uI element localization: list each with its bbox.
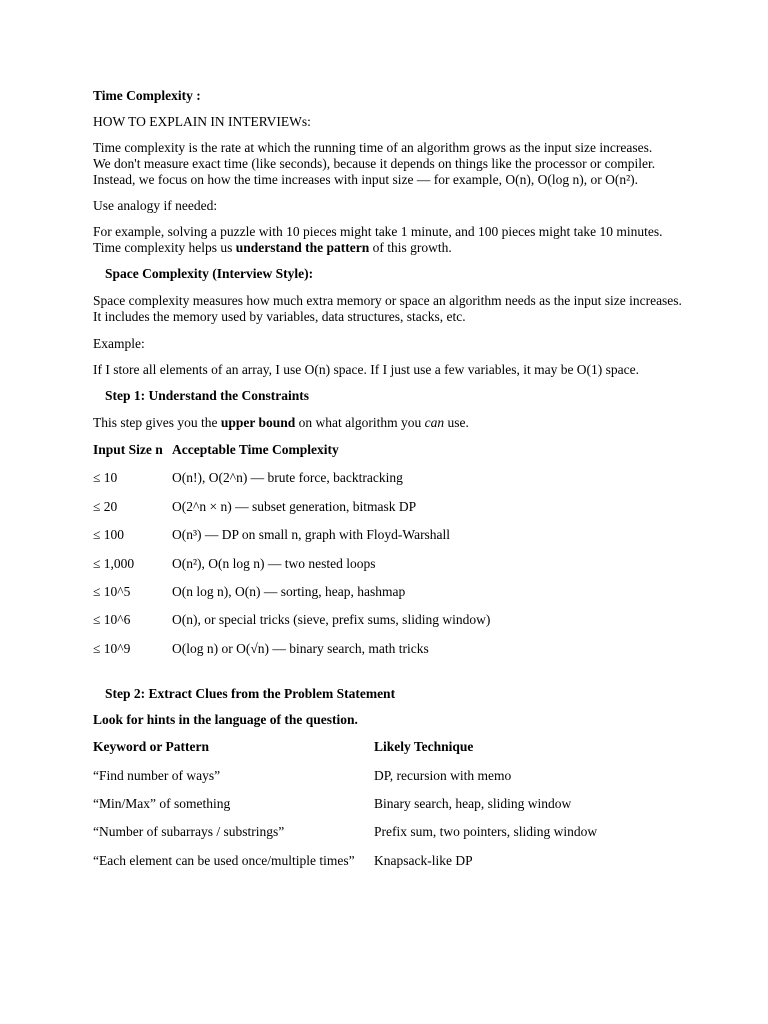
intro-text: use. [444,415,469,430]
intro-emphasis: upper bound [220,415,296,430]
table-cell: ≤ 1,000 [93,555,135,571]
step2-heading-text: Step 2: Extract Clues from the Problem Statement [105,686,396,702]
table-cell: Binary search, heap, sliding window [374,795,572,811]
time-complexity-paragraph [93,140,683,188]
page-title: Time Complexity : [93,88,201,103]
table-cell: O(log n) or O(√n) — binary search, math tricks [172,640,429,656]
table-row [93,470,490,498]
column-header-keyword: Keyword or Pattern [93,739,209,755]
clues-table [93,739,597,881]
table-cell: O(2^n × n) — subset generation, bitmask DP [172,498,417,514]
example-text: If I store all elements of an array, I use O(n) space. If I just use a few variables, it may be O(1) space. [93,362,640,377]
intro-text: This step gives you the [93,415,221,430]
table-row [93,824,597,852]
table-cell: “Number of subarrays / substrings” [93,824,285,840]
table-row [93,556,490,584]
section-subheading: HOW TO EXPLAIN IN INTERVIEWs: [93,114,311,129]
paragraph-line: We don't measure exact time (like seconds), because it depends on things like the processor or compiler. [93,156,656,171]
column-header-input-size: Input Size n [93,442,163,457]
puzzle-emphasis: understand the pattern [235,240,370,255]
paragraph-line: Space complexity measures how much extra memory or space an algorithm needs as the input size increases. [93,293,682,308]
table-header-row [93,442,490,470]
table-row [93,796,597,824]
table-cell: O(n³) — DP on small n, graph with Floyd-Warshall [172,527,451,543]
intro-text: on what algorithm you [295,415,425,430]
column-header-complexity: Acceptable Time Complexity [172,442,339,457]
puzzle-text-end: of this growth. [369,240,452,255]
paragraph-line: Instead, we focus on how the time increases with input size — for example, O(n), O(log n), or O(n²). [93,172,639,187]
table-row [93,641,490,669]
analogy-label: Use analogy if needed: [93,198,218,213]
table-row [93,853,597,881]
space-complexity-paragraph [93,293,683,325]
table-cell: ≤ 100 [93,527,125,543]
table-row [93,584,490,612]
step1-intro [93,415,683,431]
table-cell: O(n log n), O(n) — sorting, heap, hashmap [172,583,406,599]
space-complexity-heading [93,266,683,282]
puzzle-paragraph [93,224,683,256]
puzzle-text: For example, solving a puzzle with 10 pieces might take 1 minute, and 100 pieces might take 10 minutes. Time complexity helps us [93,224,663,255]
table-row [93,499,490,527]
table-cell: “Find number of ways” [93,767,221,783]
table-cell: Prefix sum, two pointers, sliding window [374,824,598,840]
table-row [93,527,490,555]
paragraph-line: It includes the memory used by variables, data structures, stacks, etc. [93,309,466,324]
constraints-table [93,442,490,669]
step1-heading-text: Step 1: Understand the Constraints [105,388,310,403]
table-row [93,768,597,796]
table-cell: ≤ 20 [93,498,118,514]
table-cell: ≤ 10^6 [93,612,131,628]
step2-heading [93,686,683,702]
example-label: Example: [93,336,145,351]
paragraph-line: Time complexity is the rate at which the running time of an algorithm grows as the input size increases. [93,140,653,155]
table-cell: “Min/Max” of something [93,795,231,811]
step2-subheading: Look for hints in the language of the question. [93,712,358,728]
table-cell: O(n), or special tricks (sieve, prefix sums, sliding window) [172,612,491,628]
table-cell: “Each element can be used once/multiple times” [93,852,355,868]
column-header-technique: Likely Technique [374,739,474,755]
table-cell: Knapsack-like DP [374,852,473,868]
table-cell: DP, recursion with memo [374,767,512,783]
table-cell: ≤ 10 [93,470,118,486]
step1-heading [93,388,683,404]
table-cell: O(n!), O(2^n) — brute force, backtracking [172,470,403,486]
table-cell: ≤ 10^9 [93,640,131,656]
space-heading-text: Space Complexity (Interview Style): [105,266,314,281]
table-row [93,612,490,640]
table-header-row [93,739,597,767]
intro-italic: can [424,415,445,430]
table-cell: O(n²), O(n log n) — two nested loops [172,555,376,571]
table-cell: ≤ 10^5 [93,583,131,599]
document-page [93,88,683,881]
